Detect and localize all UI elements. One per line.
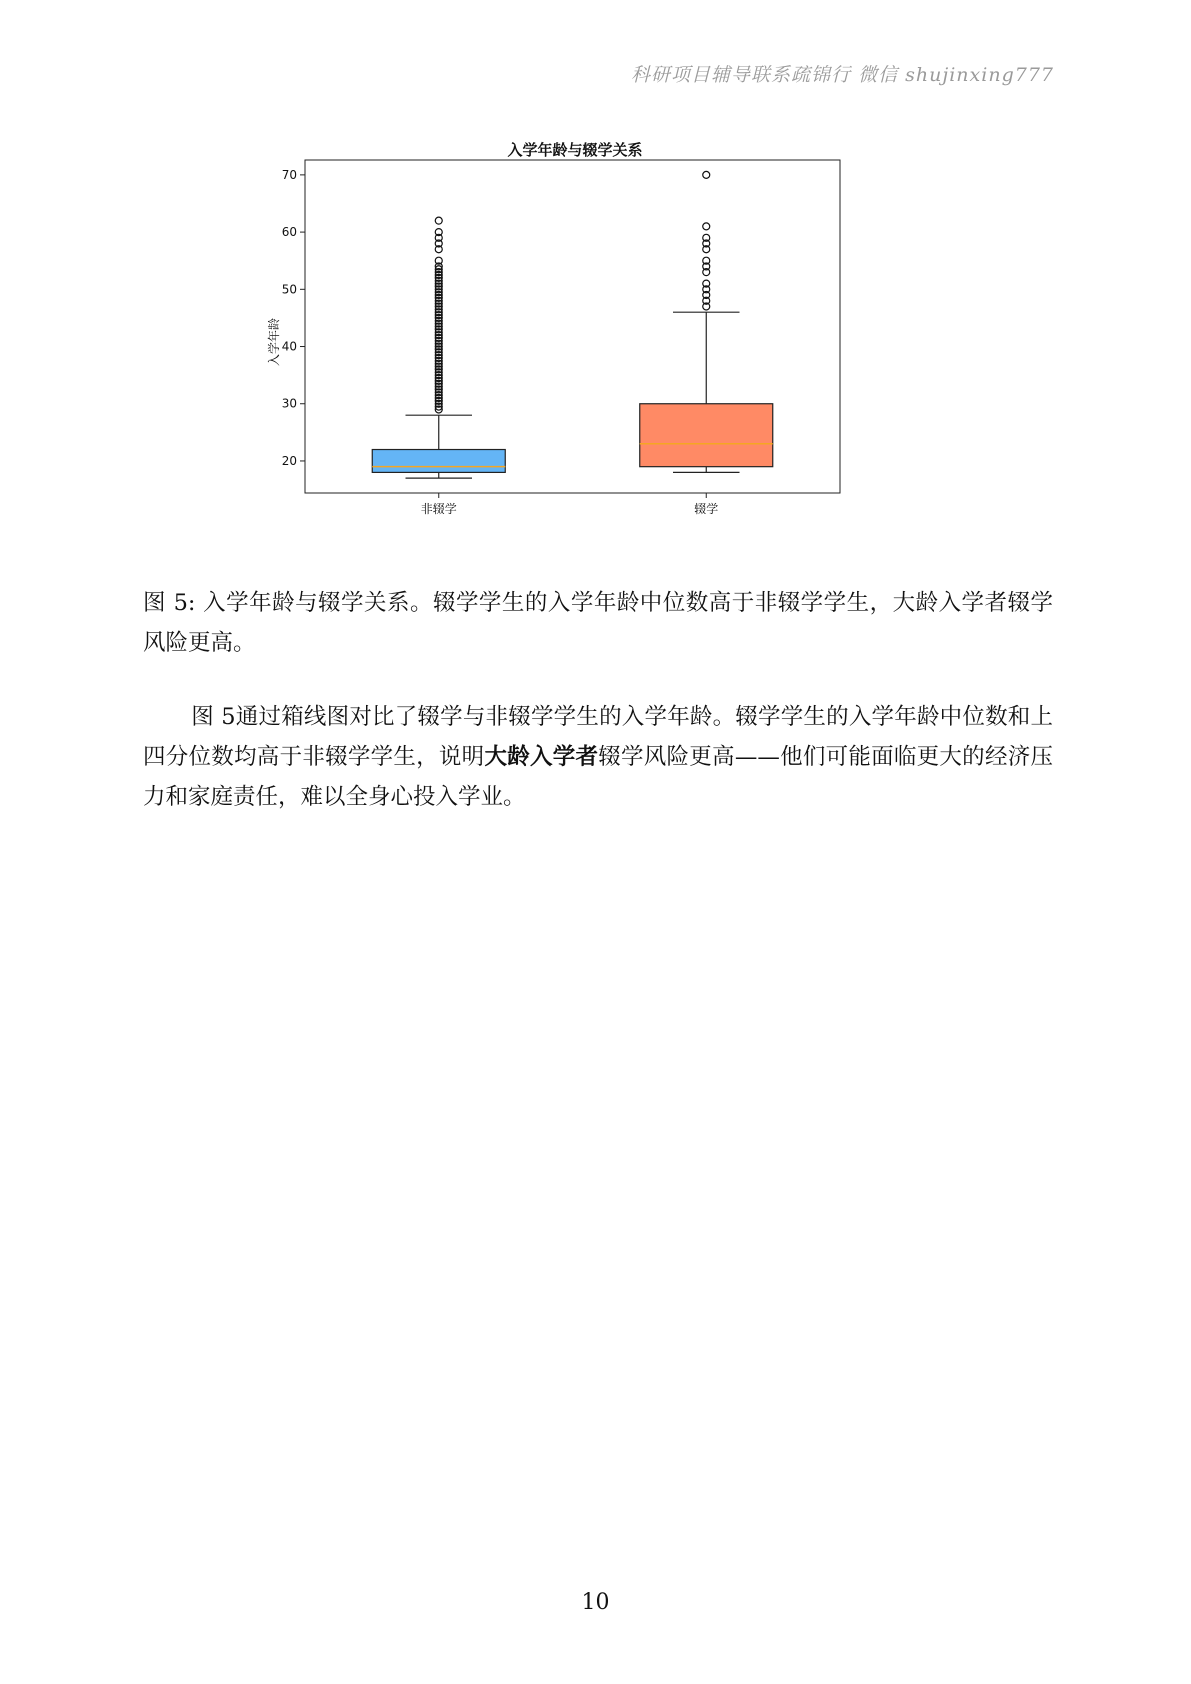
header-watermark: 科研项目辅导联系疏锦行 微信 shujinxing777	[631, 64, 1054, 86]
paragraph-text-a: 图 5通过箱线图对比了辍学与非辍学学生的入学年龄。辍学学生的入学年龄中位数和上四分位数均高于非辍学学生，说明	[143, 704, 1053, 770]
y-tick-label: 40	[281, 339, 297, 354]
outlier-point	[703, 171, 710, 178]
boxplot-chart	[267, 140, 920, 570]
outlier-point	[703, 223, 710, 230]
paragraph-emphasis: 大龄入学者	[484, 744, 599, 770]
y-tick-label: 50	[281, 282, 297, 297]
outlier-point	[435, 217, 442, 224]
y-tick-label: 60	[281, 225, 297, 240]
box-non-dropout	[372, 450, 505, 473]
paragraph-text-b: 辍学风险更高——他们可能面临更大的经济压力和家庭责任，难以全身心投入学业。	[143, 744, 1053, 810]
figure-caption: 图 5: 入学年龄与辍学关系。辍学学生的入学年龄中位数高于非辍学学生，大龄入学者辍学风险更高。	[143, 590, 1053, 656]
y-tick-label: 30	[281, 396, 297, 411]
y-axis-label: 入学年龄	[267, 317, 281, 367]
chart-title: 入学年龄与辍学关系	[507, 141, 643, 159]
y-tick-label: 20	[281, 453, 297, 468]
x-tick-label: 辍学	[694, 502, 719, 516]
body-paragraph	[143, 697, 1053, 817]
x-tick-label: 非辍学	[420, 502, 457, 516]
box-dropout	[640, 404, 773, 467]
boxplot-figure	[267, 140, 920, 570]
y-tick-label: 70	[281, 167, 297, 182]
page-number: 10	[581, 1590, 610, 1615]
chart-marks	[282, 168, 773, 516]
